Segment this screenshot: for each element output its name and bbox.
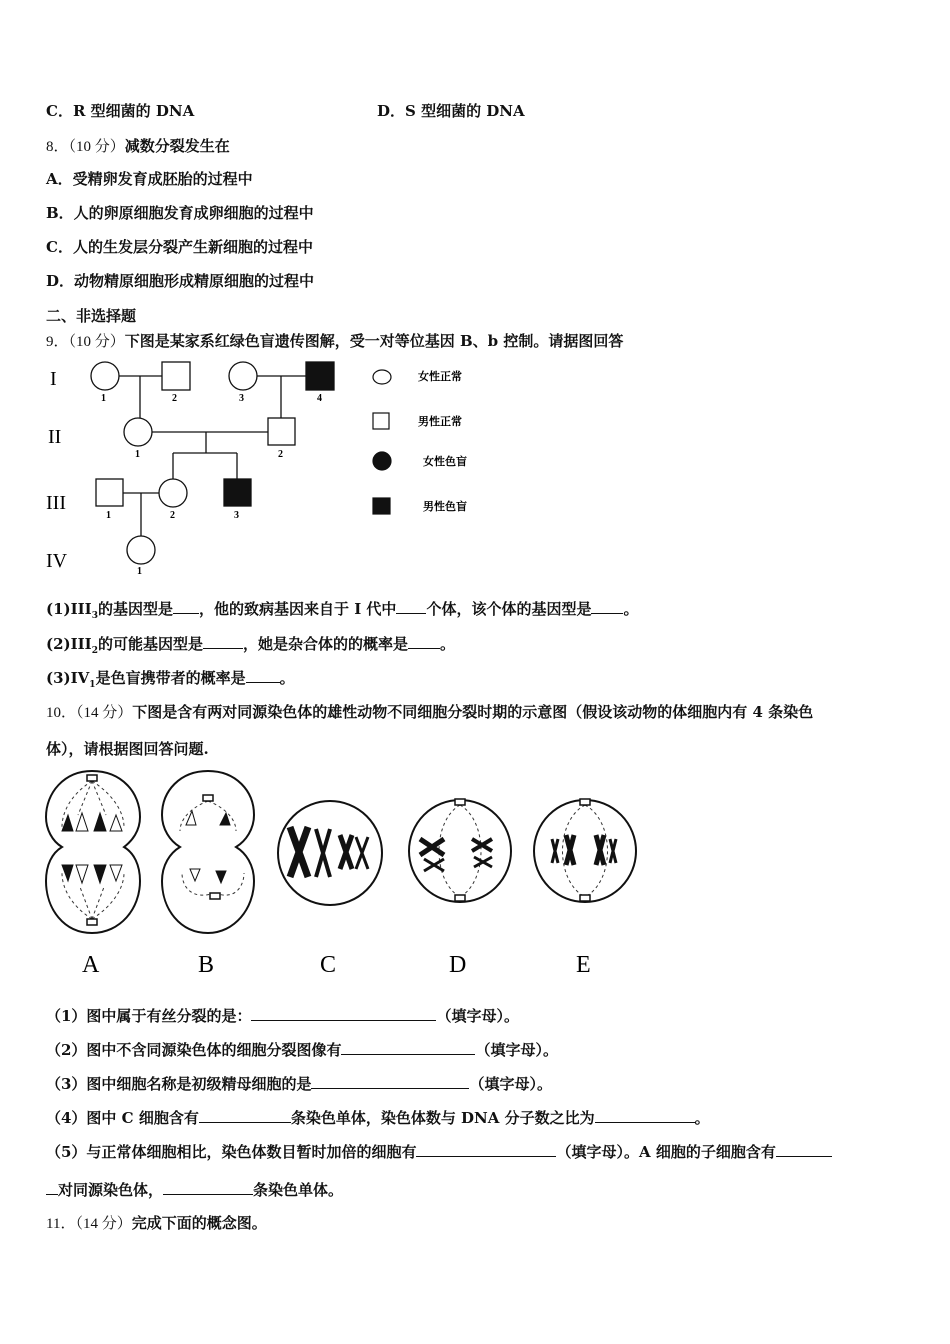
- pedigree-III2-female-normal: [159, 479, 187, 507]
- legend-male-normal-symbol: [373, 413, 389, 429]
- cell-division-figure: [40, 765, 650, 980]
- cell-A-outline: [46, 771, 140, 933]
- legend-male-colorblind: 男性色盲: [423, 500, 467, 513]
- pedigree-I1-female-normal: [91, 362, 119, 390]
- pedigree-III3-male-colorblind: [224, 479, 251, 506]
- q10-part2-a: （2）图中不含同源染色体的细胞分裂图像有: [46, 1041, 342, 1059]
- label-I2: 2: [172, 393, 177, 404]
- blank-q9-3[interactable]: [246, 667, 280, 683]
- q8-option-b: B．人的卵原细胞发育成卵细胞的过程中: [46, 204, 314, 222]
- q9-sub3-subscript: 1: [89, 680, 96, 690]
- generation-label-4: IV: [46, 550, 68, 572]
- q9-sub2-d: 。: [439, 635, 455, 653]
- q9-sub1-subscript: 3: [91, 611, 98, 621]
- label-II2: 2: [278, 449, 283, 460]
- q9-score: （10 分）: [68, 334, 125, 350]
- q9-sub1: [46, 598, 638, 626]
- q9-sub3-c: 。: [279, 669, 295, 687]
- label-I4: 4: [317, 393, 322, 404]
- q10-part5-b: （填字母）。A 细胞的子细胞含有: [556, 1143, 776, 1161]
- legend-female-colorblind-symbol: [373, 452, 391, 470]
- q10-part1-a: （1）图中属于有丝分裂的是：: [46, 1007, 252, 1025]
- q9-sub1-d: 个体，该个体的基因型是: [426, 600, 592, 618]
- q11-stem: [46, 1213, 267, 1234]
- q10-part2: [46, 1039, 558, 1060]
- cell-C-outline: [278, 801, 382, 905]
- section-heading: 二、非选择题: [46, 307, 137, 325]
- q10-part4-a: （4）图中 C 细胞含有: [46, 1109, 199, 1127]
- generation-label-1: I: [50, 368, 57, 390]
- blank-q10-5b-cont[interactable]: [46, 1179, 58, 1195]
- q11-score: （14 分）: [75, 1216, 132, 1232]
- cell-label-B: B: [198, 952, 215, 978]
- blank-q10-4a[interactable]: [199, 1107, 291, 1123]
- legend-female-colorblind: 女性色盲: [423, 455, 467, 468]
- label-I3: 3: [239, 393, 244, 404]
- q8-stem: [46, 136, 230, 157]
- pedigree-chart: [40, 355, 500, 580]
- q10-stem: [46, 702, 813, 723]
- blank-q10-4b[interactable]: [595, 1107, 695, 1123]
- q9-sub2-b: 的可能基因型是: [97, 635, 203, 653]
- pedigree-IV1-female-normal: [127, 536, 155, 564]
- q8-option-c: C．人的生发层分裂产生新细胞的过程中: [46, 238, 313, 256]
- legend-female-normal-symbol: [373, 370, 391, 384]
- q9-sub2: [46, 633, 455, 661]
- q10-part1: [46, 1005, 519, 1026]
- q10-part3-b: （填字母）。: [469, 1075, 552, 1093]
- q10-part3: [46, 1073, 552, 1094]
- q9-sub2-a: (2)III: [46, 635, 92, 653]
- label-III2: 2: [170, 510, 175, 521]
- pedigree-III1-male-normal: [96, 479, 123, 506]
- cell-label-C: C: [320, 952, 337, 978]
- pedigree-II2-male-normal: [268, 418, 295, 445]
- q10-number: 10．: [46, 705, 77, 721]
- q9-stem-text: 下图是某家系红绿色盲遗传图解，受一对等位基因 B、b 控制。请据图回答: [124, 332, 624, 350]
- q9-sub2-c: ，她是杂合体的的概率是: [242, 635, 408, 653]
- q10-part5-cont: [46, 1179, 343, 1200]
- label-I1: 1: [101, 393, 106, 404]
- q10-part5-c: 对同源染色体，: [58, 1181, 164, 1199]
- q8-option-a: A．受精卵发育成胚胎的过程中: [46, 170, 253, 188]
- label-II1: 1: [135, 449, 140, 460]
- blank-q10-3[interactable]: [311, 1073, 469, 1089]
- q10-part5-a: （5）与正常体细胞相比，染色体数目暂时加倍的细胞有: [46, 1143, 417, 1161]
- label-III1: 1: [106, 510, 111, 521]
- q10-score: （14 分）: [76, 705, 133, 721]
- label-III3: 3: [234, 510, 239, 521]
- q11-stem-text: 完成下面的概念图。: [131, 1214, 267, 1232]
- blank-q10-5a[interactable]: [416, 1141, 556, 1157]
- q9-number: 9．: [46, 334, 69, 350]
- legend-female-normal: 女性正常: [418, 370, 462, 383]
- cell-label-E: E: [576, 952, 591, 978]
- label-IV1: 1: [137, 566, 142, 577]
- q8-stem-text: 减数分裂发生在: [124, 137, 230, 155]
- q9-sub1-a: (1)III: [46, 600, 92, 618]
- q10-part1-b: （填字母）。: [436, 1007, 519, 1025]
- q9-sub3-b: 是色盲携带者的概率是: [95, 669, 246, 687]
- q10-part3-a: （3）图中细胞名称是初级精母细胞的是: [46, 1075, 312, 1093]
- generation-label-2: II: [48, 426, 62, 448]
- cell-label-A: A: [82, 952, 100, 978]
- pedigree-II1-female-normal: [124, 418, 152, 446]
- blank-q10-5c[interactable]: [163, 1179, 253, 1195]
- q9-stem: [46, 331, 623, 352]
- q8-score: （10 分）: [68, 139, 125, 155]
- q10-stem-line1: 下图是含有两对同源染色体的雄性动物不同细胞分裂时期的示意图（假设该动物的体细胞内有 4 条染色: [132, 703, 814, 721]
- q10-stem-line2: 体），请根据图回答问题.: [46, 740, 209, 758]
- q10-part4-c: 。: [694, 1109, 710, 1127]
- q9-sub1-b: 的基因型是: [97, 600, 173, 618]
- blank-q10-1[interactable]: [251, 1005, 436, 1021]
- q10-part4-b: 条染色单体，染色体数与 DNA 分子数之比为: [290, 1109, 595, 1127]
- legend-male-colorblind-symbol: [373, 498, 390, 514]
- q8-option-d: D．动物精原细胞形成精原细胞的过程中: [46, 272, 315, 290]
- q10-part5-d: 条染色单体。: [253, 1181, 344, 1199]
- generation-label-3: III: [46, 492, 66, 514]
- blank-q10-2[interactable]: [341, 1039, 475, 1055]
- cell-label-D: D: [449, 952, 467, 978]
- option-c: C．R 型细菌的 DNA: [46, 102, 195, 120]
- blank-q9-1c[interactable]: [591, 598, 623, 614]
- q9-sub1-c: ，他的致病基因来自于 I 代中: [198, 600, 397, 618]
- q10-part4: [46, 1107, 710, 1128]
- pedigree-I2-male-normal: [162, 362, 190, 390]
- q10-part2-b: （填字母）。: [475, 1041, 558, 1059]
- option-d: D．S 型细菌的 DNA: [377, 102, 525, 120]
- pedigree-I3-female-normal: [229, 362, 257, 390]
- blank-q9-2a[interactable]: [203, 633, 243, 649]
- q9-sub3: [46, 667, 295, 695]
- cell-E-outline: [534, 800, 636, 902]
- q8-number: 8．: [46, 139, 69, 155]
- legend-male-normal: 男性正常: [418, 415, 462, 428]
- blank-q10-5b[interactable]: [776, 1141, 832, 1157]
- blank-q9-1a[interactable]: [173, 598, 199, 614]
- pedigree-I4-male-colorblind: [306, 362, 334, 390]
- q10-part5: [46, 1141, 832, 1162]
- q9-sub3-a: (3)IV: [46, 669, 90, 687]
- q9-sub1-e: 。: [623, 600, 639, 618]
- q9-sub2-subscript: 2: [91, 646, 98, 656]
- q11-number: 11．: [46, 1216, 76, 1232]
- blank-q9-1b[interactable]: [396, 598, 426, 614]
- blank-q9-2b[interactable]: [408, 633, 440, 649]
